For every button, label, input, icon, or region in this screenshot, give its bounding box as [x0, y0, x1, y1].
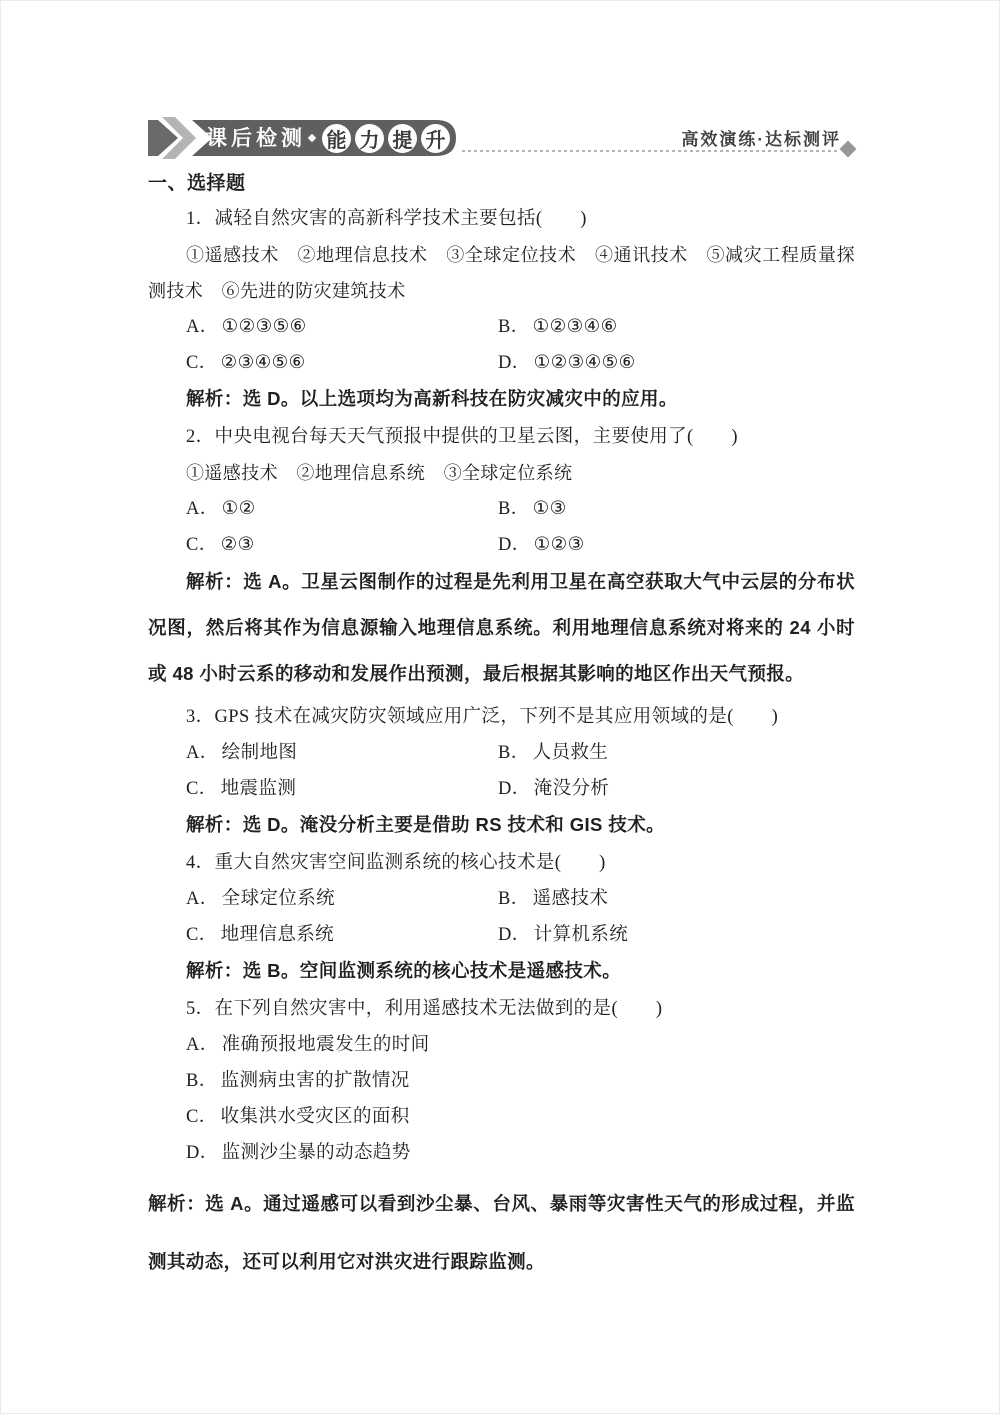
badge-title: 课后检测 — [206, 126, 306, 150]
option-text: 计算机系统 — [533, 925, 629, 945]
option-label: A． — [186, 889, 219, 909]
option-A — [186, 1027, 855, 1063]
option-text: ②③ — [220, 535, 255, 555]
option-label: B． — [498, 889, 530, 909]
question-stem: 2．中央电视台每天天气预报中提供的卫星云图，主要使用了( ) — [186, 427, 738, 447]
question-sub-items: ①遥感技术 ②地理信息系统 ③全球定位系统 — [186, 463, 573, 483]
option-text: 人员救生 — [532, 743, 609, 763]
option-label: B． — [498, 317, 530, 337]
option-text: 全球定位系统 — [221, 889, 336, 909]
option-B — [498, 491, 855, 527]
question-stem: 4．重大自然灾害空间监测系统的核心技术是( ) — [186, 853, 606, 873]
option-D — [186, 1135, 855, 1171]
header-badge — [148, 117, 454, 159]
option-label: B． — [186, 1071, 218, 1091]
option-D — [498, 345, 855, 381]
option-text: ①②③ — [533, 535, 585, 555]
explanation: 解析：选 A。卫星云图制作的过程是先利用卫星在高空获取大气中云层的分布状况图，然后将其作为信息源输入地理信息系统。利用地理信息系统对将来的 24 小时或 48 小时云系的移动和发展作出预测，最后根据其影响的地区作出天气预报。 — [148, 571, 855, 684]
option-A — [186, 491, 498, 527]
option-text: 收集洪水受灾区的面积 — [220, 1107, 410, 1127]
option-label: D． — [498, 353, 531, 373]
option-B — [498, 881, 855, 917]
badge-circle-char: 升 — [421, 124, 450, 153]
option-label: D． — [498, 535, 531, 555]
options-grid — [148, 735, 855, 807]
options-grid — [148, 491, 855, 563]
option-label: D． — [186, 1143, 219, 1163]
section-title: 一、选择题 — [148, 173, 246, 194]
explanation: 解析：选 B。空间监测系统的核心技术是遥感技术。 — [186, 960, 622, 981]
option-C — [186, 771, 498, 807]
option-text: 淹没分析 — [533, 779, 610, 799]
option-label: B． — [498, 743, 530, 763]
options-grid — [148, 309, 855, 381]
option-label: A． — [186, 743, 219, 763]
option-A — [186, 881, 498, 917]
option-text: 地理信息系统 — [220, 925, 335, 945]
question-stem: 1．减轻自然灾害的高新科学技术主要包括( ) — [186, 209, 587, 229]
option-C — [186, 527, 498, 563]
option-text: ①②③④⑥ — [532, 317, 618, 337]
option-label: A． — [186, 499, 219, 519]
question-1 — [148, 201, 855, 417]
badge-diamond-separator-icon — [308, 134, 316, 142]
option-C — [186, 1099, 855, 1135]
page-content — [148, 1, 855, 1291]
option-label: A． — [186, 1035, 219, 1055]
question-4 — [148, 845, 855, 989]
option-B — [498, 735, 855, 771]
option-label: C． — [186, 925, 218, 945]
explanation: 解析：选 D。以上选项均为高新科技在防灾减灾中的应用。 — [186, 388, 678, 409]
option-D — [498, 771, 855, 807]
question-sub-items: ①遥感技术 ②地理信息技术 ③全球定位技术 ④通讯技术 ⑤减灾工程质量探测技术 ⑥先进的防灾建筑技术 — [148, 245, 855, 301]
option-label: D． — [498, 925, 531, 945]
option-A — [186, 735, 498, 771]
option-label: D． — [498, 779, 531, 799]
option-C — [186, 917, 498, 953]
explanation: 解析：选 A。通过遥感可以看到沙尘暴、台风、暴雨等灾害性天气的形成过程，并监测其动态，还可以利用它对洪灾进行跟踪监测。 — [148, 1193, 855, 1272]
options-grid — [148, 881, 855, 953]
option-B — [186, 1063, 855, 1099]
option-D — [498, 527, 855, 563]
option-label: B． — [498, 499, 530, 519]
option-text: 地震监测 — [220, 779, 297, 799]
option-text: 监测病虫害的扩散情况 — [220, 1071, 410, 1091]
question-2 — [148, 419, 855, 697]
option-text: ①②③⑤⑥ — [221, 317, 307, 337]
option-text: ①② — [221, 499, 256, 519]
page-header — [148, 117, 855, 159]
badge-circle-char: 能 — [322, 124, 351, 153]
option-text: 准确预报地震发生的时间 — [221, 1035, 430, 1055]
option-label: C． — [186, 353, 218, 373]
option-text: ②③④⑤⑥ — [220, 353, 306, 373]
question-5 — [148, 991, 855, 1291]
question-stem: 3．GPS 技术在减灾防灾领域应用广泛，下列不是其应用领域的是( ) — [186, 707, 779, 727]
option-D — [498, 917, 855, 953]
option-text: ①③ — [532, 499, 567, 519]
option-label: A． — [186, 317, 219, 337]
question-3 — [148, 699, 855, 843]
option-text: 监测沙尘暴的动态趋势 — [221, 1143, 411, 1163]
option-label: C． — [186, 535, 218, 555]
question-stem: 5．在下列自然灾害中，利用遥感技术无法做到的是( ) — [186, 999, 663, 1019]
option-label: C． — [186, 779, 218, 799]
header-dotted-line — [462, 150, 839, 152]
badge-circle-char: 力 — [355, 124, 384, 153]
options-list — [148, 1027, 855, 1171]
option-A — [186, 309, 498, 345]
option-label: C． — [186, 1107, 218, 1127]
explanation: 解析：选 D。淹没分析主要是借助 RS 技术和 GIS 技术。 — [186, 814, 666, 835]
badge-circle-char: 提 — [388, 124, 417, 153]
header-right-title: 高效演练·达标测评 — [681, 130, 841, 149]
option-B — [498, 309, 855, 345]
option-text: 遥感技术 — [532, 889, 609, 909]
option-C — [186, 345, 498, 381]
option-text: ①②③④⑤⑥ — [533, 353, 636, 373]
option-text: 绘制地图 — [221, 743, 298, 763]
